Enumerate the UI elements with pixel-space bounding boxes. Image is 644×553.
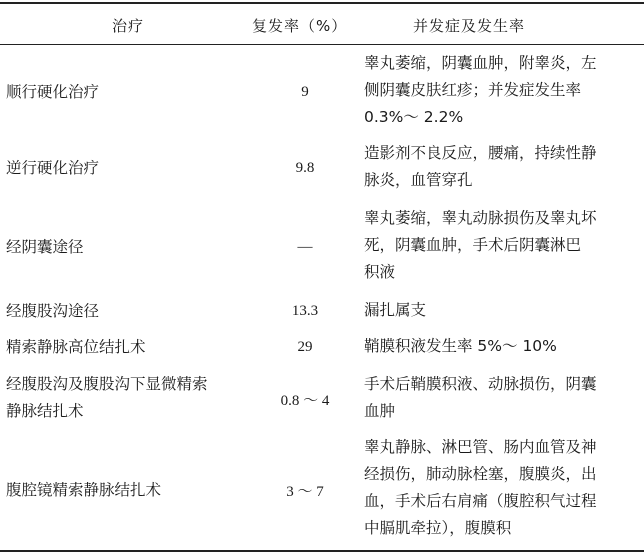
recurrence-cell: 0.8 ～ 4 bbox=[280, 392, 330, 409]
header-rule bbox=[0, 44, 644, 45]
treatment-cell: 腹腔镜精索静脉结扎术 bbox=[6, 480, 162, 499]
complications-line: 手术后鞘膜积液、动脉损伤，阴囊 bbox=[364, 375, 597, 393]
recurrence-cell: — bbox=[297, 238, 313, 255]
table-row bbox=[0, 371, 644, 427]
complications-line: 0.3%～ 2.2% bbox=[364, 108, 464, 126]
complications-line: 经损伤，肺动脉栓塞，腹膜炎，出 bbox=[364, 465, 597, 483]
header-recurrence-rate: 复发率（%） bbox=[252, 16, 348, 35]
complications-line: 脉炎，血管穿孔 bbox=[364, 171, 473, 189]
complications-cell bbox=[364, 434, 640, 542]
table-row bbox=[0, 333, 644, 361]
table-row bbox=[0, 434, 644, 546]
complications-line: 睾丸萎缩，阴囊血肿，附睾炎，左 bbox=[364, 54, 597, 72]
recurrence-cell: 29 bbox=[297, 338, 313, 355]
complications-line: 积液 bbox=[364, 263, 396, 281]
header-treatment: 治疗 bbox=[112, 16, 145, 35]
complications-line: 睾丸静脉、淋巴管、肠内血管及神 bbox=[364, 438, 597, 456]
complications-line: 漏扎属支 bbox=[364, 301, 427, 319]
table-top-rule bbox=[0, 2, 644, 4]
recurrence-cell: 3 ～ 7 bbox=[286, 483, 324, 500]
header-complications: 并发症及发生率 bbox=[413, 16, 526, 35]
complications-line: 睾丸萎缩，睾丸动脉损伤及睾丸坏 bbox=[364, 209, 597, 227]
recurrence-cell: 9.8 bbox=[295, 159, 315, 176]
complications-line: 侧阴囊皮肤红疹；并发症发生率 bbox=[364, 81, 582, 99]
complications-cell bbox=[364, 140, 640, 194]
recurrence-cell: 13.3 bbox=[291, 302, 319, 319]
complications-cell bbox=[364, 205, 640, 286]
complications-cell bbox=[364, 50, 640, 131]
complications-line: 血肿 bbox=[364, 402, 396, 420]
treatment-line: 经腹股沟及腹股沟下显微精索 bbox=[6, 375, 208, 393]
table-row bbox=[0, 50, 644, 134]
treatment-cell: 顺行硬化治疗 bbox=[6, 82, 100, 101]
complications-line: 中膈肌牵拉），腹膜积 bbox=[364, 519, 512, 537]
complications-cell bbox=[364, 333, 640, 360]
complications-line: 造影剂不良反应，腰痛，持续性静 bbox=[364, 144, 597, 162]
complications-cell bbox=[364, 297, 640, 324]
recurrence-cell: 9 bbox=[301, 83, 309, 100]
complications-cell bbox=[364, 371, 640, 425]
treatment-cell: 精索静脉高位结扎术 bbox=[6, 337, 146, 356]
table-row bbox=[0, 297, 644, 325]
treatment-cell bbox=[6, 371, 230, 427]
complications-line: 鞘膜积液发生率 5%～ 10% bbox=[364, 337, 557, 355]
complications-line: 血，手术后右肩痛（腹腔积气过程 bbox=[364, 492, 597, 510]
table-bottom-rule bbox=[0, 550, 644, 552]
treatment-cell: 逆行硬化治疗 bbox=[6, 158, 100, 177]
table-row bbox=[0, 205, 644, 289]
treatment-cell: 经阴囊途径 bbox=[6, 237, 84, 256]
treatment-line: 静脉结扎术 bbox=[6, 402, 84, 420]
complications-line: 死，阴囊血肿，手术后阴囊淋巴 bbox=[364, 236, 582, 254]
treatment-cell: 经腹股沟途径 bbox=[6, 301, 100, 320]
table-row bbox=[0, 140, 644, 196]
